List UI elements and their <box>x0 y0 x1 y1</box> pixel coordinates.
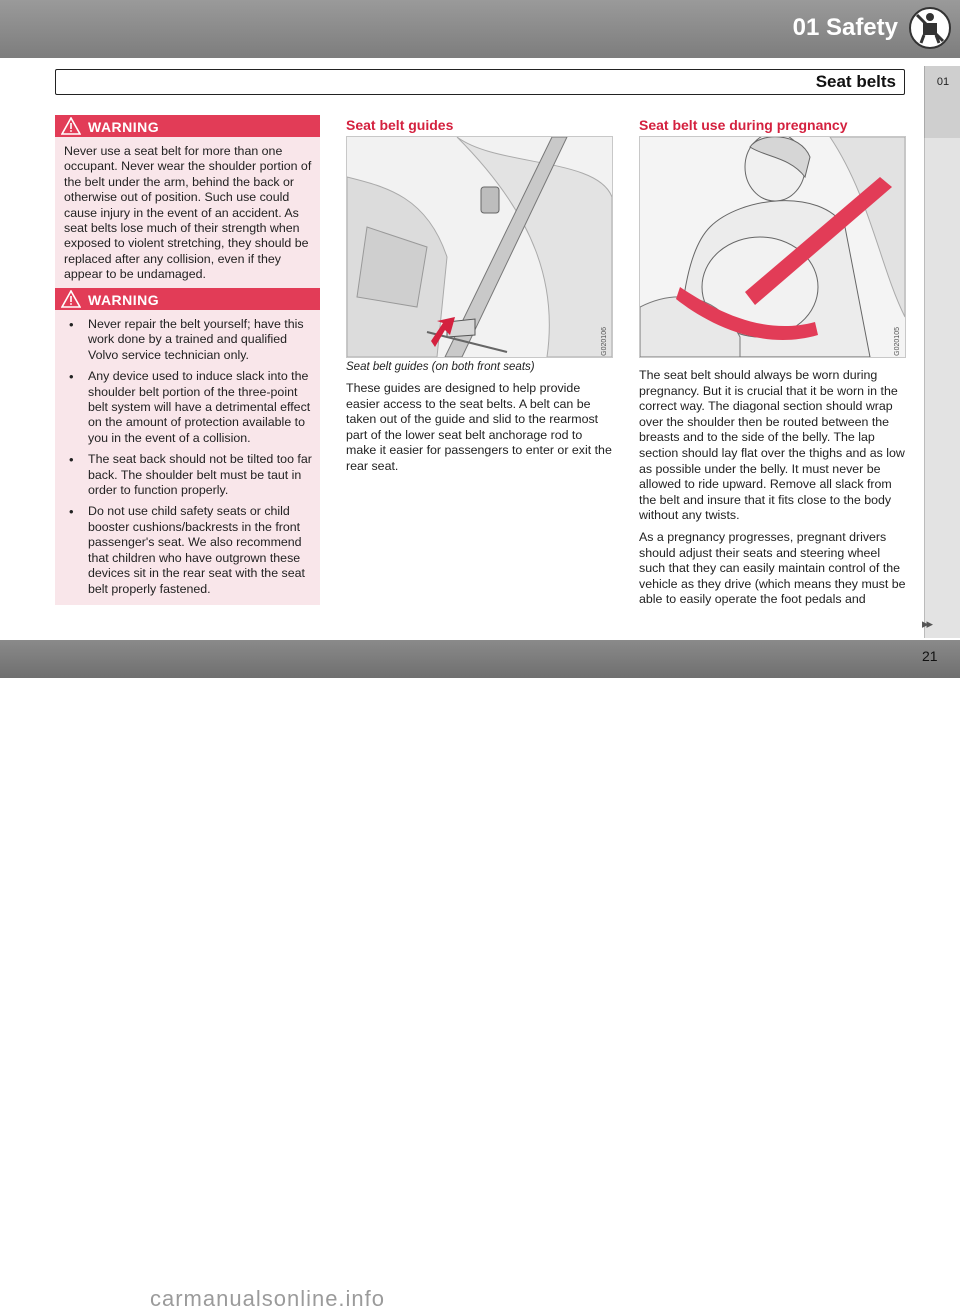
seat-belt-guide-illustration <box>346 136 613 358</box>
warning-box-2 <box>55 288 320 605</box>
top-bar <box>0 0 960 58</box>
page-number: 21 <box>922 648 938 664</box>
warning-item: • Do not use child safety seats or child booster cushions/backrests in the front passenger's seat. We also recommend that children who have outgrown these devices sit in the rear seat with the seat belt properly fastened. <box>64 504 312 596</box>
seat-guide-drawing <box>347 137 612 357</box>
next-page-icon[interactable]: ▸▸ <box>922 616 932 631</box>
chapter-tab[interactable] <box>924 66 960 138</box>
figure-code: G020106 <box>601 327 608 356</box>
side-strip <box>924 138 960 638</box>
warning-item: • Never repair the belt yourself; have this work done by a trained and qualified Volvo service technician only. <box>64 317 312 363</box>
pregnancy-belt-illustration <box>639 136 906 358</box>
section-title: Seat belts <box>815 72 896 91</box>
warning-header <box>55 115 320 137</box>
warning-item: • Any device used to induce slack into the shoulder belt portion of the three-point belt system will have a detrimental effect on the amount of protection available to you in the event of a collision. <box>64 369 312 446</box>
warning-triangle-icon <box>61 290 81 308</box>
figure-code: G020105 <box>894 327 901 356</box>
warning-box-1 <box>55 115 320 291</box>
warning-label: WARNING <box>88 119 160 135</box>
warning-header <box>55 288 320 310</box>
chapter-tab-label: 01 <box>936 76 950 88</box>
bottom-bar <box>0 640 960 1311</box>
section-header <box>55 69 905 95</box>
pregnancy-text-2: As a pregnancy progresses, pregnant drivers should adjust their seats and steering wheel such that they can easily maintain control of the vehicle as they drive (which means they must be able to easily operate the foot pedals and <box>639 530 906 607</box>
warning-label: WARNING <box>88 292 160 308</box>
pregnancy-drawing <box>640 137 905 357</box>
warning-list <box>64 317 312 597</box>
pregnancy-heading: Seat belt use during pregnancy <box>639 117 848 133</box>
pregnancy-text-1: The seat belt should always be worn during pregnancy. But it is crucial that it be worn in the correct way. The diagonal section should wrap over the shoulder then be routed between the breasts and to the side of the belly. The lap section should lay flat over the thighs and as low as possible under the belly. It must never be allowed to ride upward. Remove all slack from the belt and insure that it fits close to the body without any twists. <box>639 368 905 523</box>
watermark: carmanualsonline.info <box>150 1286 386 1311</box>
warning-text: Never use a seat belt for more than one occupant. Never wear the shoulder portion of the belt under the arm, behind the back or otherwise out of position. Such use could cause injury in the event of an accident. As seat belts lose much of their strength when exposed to violent stretching, they should be replaced after any collision, even if they appear to be undamaged. <box>64 144 312 282</box>
guides-text: These guides are designed to help provide easier access to the seat belts. A belt can be taken out of the guide and slid to the rearmost part of the lower seat belt anchorage rod to make it easier for passengers to enter or exit the rear seat. <box>346 381 612 473</box>
warning-list-body <box>55 310 320 605</box>
no-seatbelt-icon <box>908 6 952 50</box>
guides-heading: Seat belt guides <box>346 117 454 133</box>
warning-item: • The seat back should not be tilted too far back. The shoulder belt must be taut in order to function properly. <box>64 452 312 498</box>
guides-caption: Seat belt guides (on both front seats) <box>346 361 535 373</box>
chapter-title: 01 Safety <box>792 14 898 41</box>
warning-triangle-icon <box>61 117 81 135</box>
